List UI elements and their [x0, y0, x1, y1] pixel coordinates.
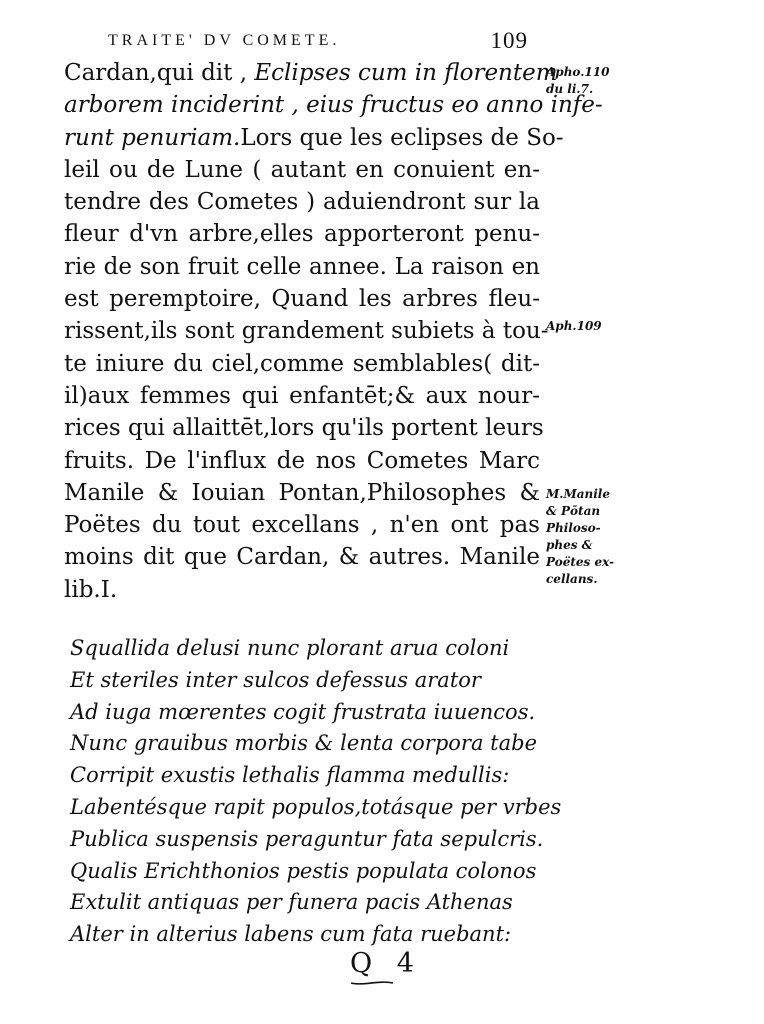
body-line — [64, 477, 540, 509]
verse-line: Squallida delusi nunc plorant arua coloni — [70, 636, 510, 660]
body-line — [64, 574, 540, 606]
verse-line: Ad iuga mœrentes cogit frustrata iuuencos. — [70, 699, 536, 724]
body-line — [64, 412, 544, 444]
marginal-note-line: M.Manile — [546, 487, 610, 501]
text-run: Lors que les eclipses de So- — [240, 124, 564, 151]
body-line — [64, 283, 540, 315]
text-run: Manile & Iouian Pontan,Philosophes & — [64, 479, 540, 506]
marginal-note-line: cellans. — [546, 572, 598, 586]
text-run: lib.I. — [64, 576, 118, 603]
signature-mark: Q 4 — [350, 948, 422, 979]
text-run: fleur d'vn arbre,elles apporteront penu- — [64, 221, 540, 248]
marginal-note-aphorism-110 — [546, 64, 609, 98]
text-run: tendre des Cometes ) aduiendront sur la — [64, 189, 540, 216]
marginal-note-line: du li.7. — [546, 82, 594, 96]
text-run: leil ou de Lune ( autant en conuient en- — [64, 156, 540, 183]
italic-run: arborem inciderint , eius fructus eo anno infe- — [64, 92, 603, 119]
text-run: rie de son fruit celle annee. La raison en — [64, 253, 540, 280]
verse-line: Et steriles inter sulcos defessus arator — [70, 667, 481, 692]
body-line — [64, 445, 540, 477]
marginal-note-line: phes & — [546, 538, 593, 552]
body-line — [64, 251, 540, 283]
body-line — [64, 380, 540, 412]
body-line — [64, 509, 540, 541]
text-run: fruits. De l'influx de nos Cometes Marc — [64, 447, 540, 474]
verse-line: Alter in alterius labens cum fata ruebant: — [70, 922, 512, 947]
text-run: Cardan,qui dit , — [64, 60, 255, 86]
verse-line: Labentésque rapit populos,totásque per vrbes — [70, 794, 562, 819]
text-run: il)aux femmes qui enfantēt;& aux nour- — [64, 382, 540, 409]
verse-line: Extulit antiquas per funera pacis Athenas — [70, 890, 513, 915]
italic-run: Eclipses cum in florentem — [254, 60, 558, 86]
text-run: est peremptoire, Quand les arbres fleu- — [64, 286, 540, 313]
body-line — [64, 122, 564, 154]
text-run: moins dit que Cardan, & autres. Manile — [64, 544, 540, 571]
latin-verse-quotation — [70, 633, 562, 951]
marginal-note-line: & Pōtan — [546, 504, 601, 518]
body-line — [64, 348, 540, 380]
text-run: rices qui allaittēt,lors qu'ils portent leurs — [64, 415, 544, 442]
signature-flourish-ornament — [350, 980, 394, 986]
marginal-note-line: Philoso- — [546, 521, 601, 535]
body-line — [64, 218, 540, 250]
page-number: 109 — [490, 28, 528, 53]
body-line — [64, 315, 549, 347]
marginal-note-manile-pontan — [546, 486, 614, 588]
body-line — [64, 541, 540, 573]
verse-line: Publica suspensis peraguntur fata sepulcris. — [70, 826, 544, 851]
text-run: Poëtes du tout excellans , n'en ont pas — [64, 512, 540, 539]
body-line — [64, 154, 540, 186]
running-head — [108, 28, 528, 54]
marginal-note-line: Poëtes ex- — [546, 555, 615, 569]
marginal-note-line: Aph.109 — [546, 319, 602, 333]
marginal-note-aphorism-109 — [546, 318, 602, 335]
text-run: rissent,ils sont grandement subiets à tou- — [64, 318, 549, 345]
verse-line: Qualis Erichthonios pestis populata colonos — [70, 858, 537, 883]
italic-run: runt penuriam. — [64, 124, 241, 151]
verse-line: Corripit exustis lethalis flamma medullis: — [70, 763, 510, 788]
text-run: te iniure du ciel,comme semblables( dit- — [64, 350, 540, 377]
marginal-note-line: Apho.110 — [546, 65, 610, 79]
verse-line: Nunc grauibus morbis & lenta corpora tabe — [70, 731, 537, 756]
running-title: TRAITE' DV COMETE. — [108, 32, 341, 49]
body-line — [64, 186, 540, 218]
body-line — [64, 57, 558, 89]
